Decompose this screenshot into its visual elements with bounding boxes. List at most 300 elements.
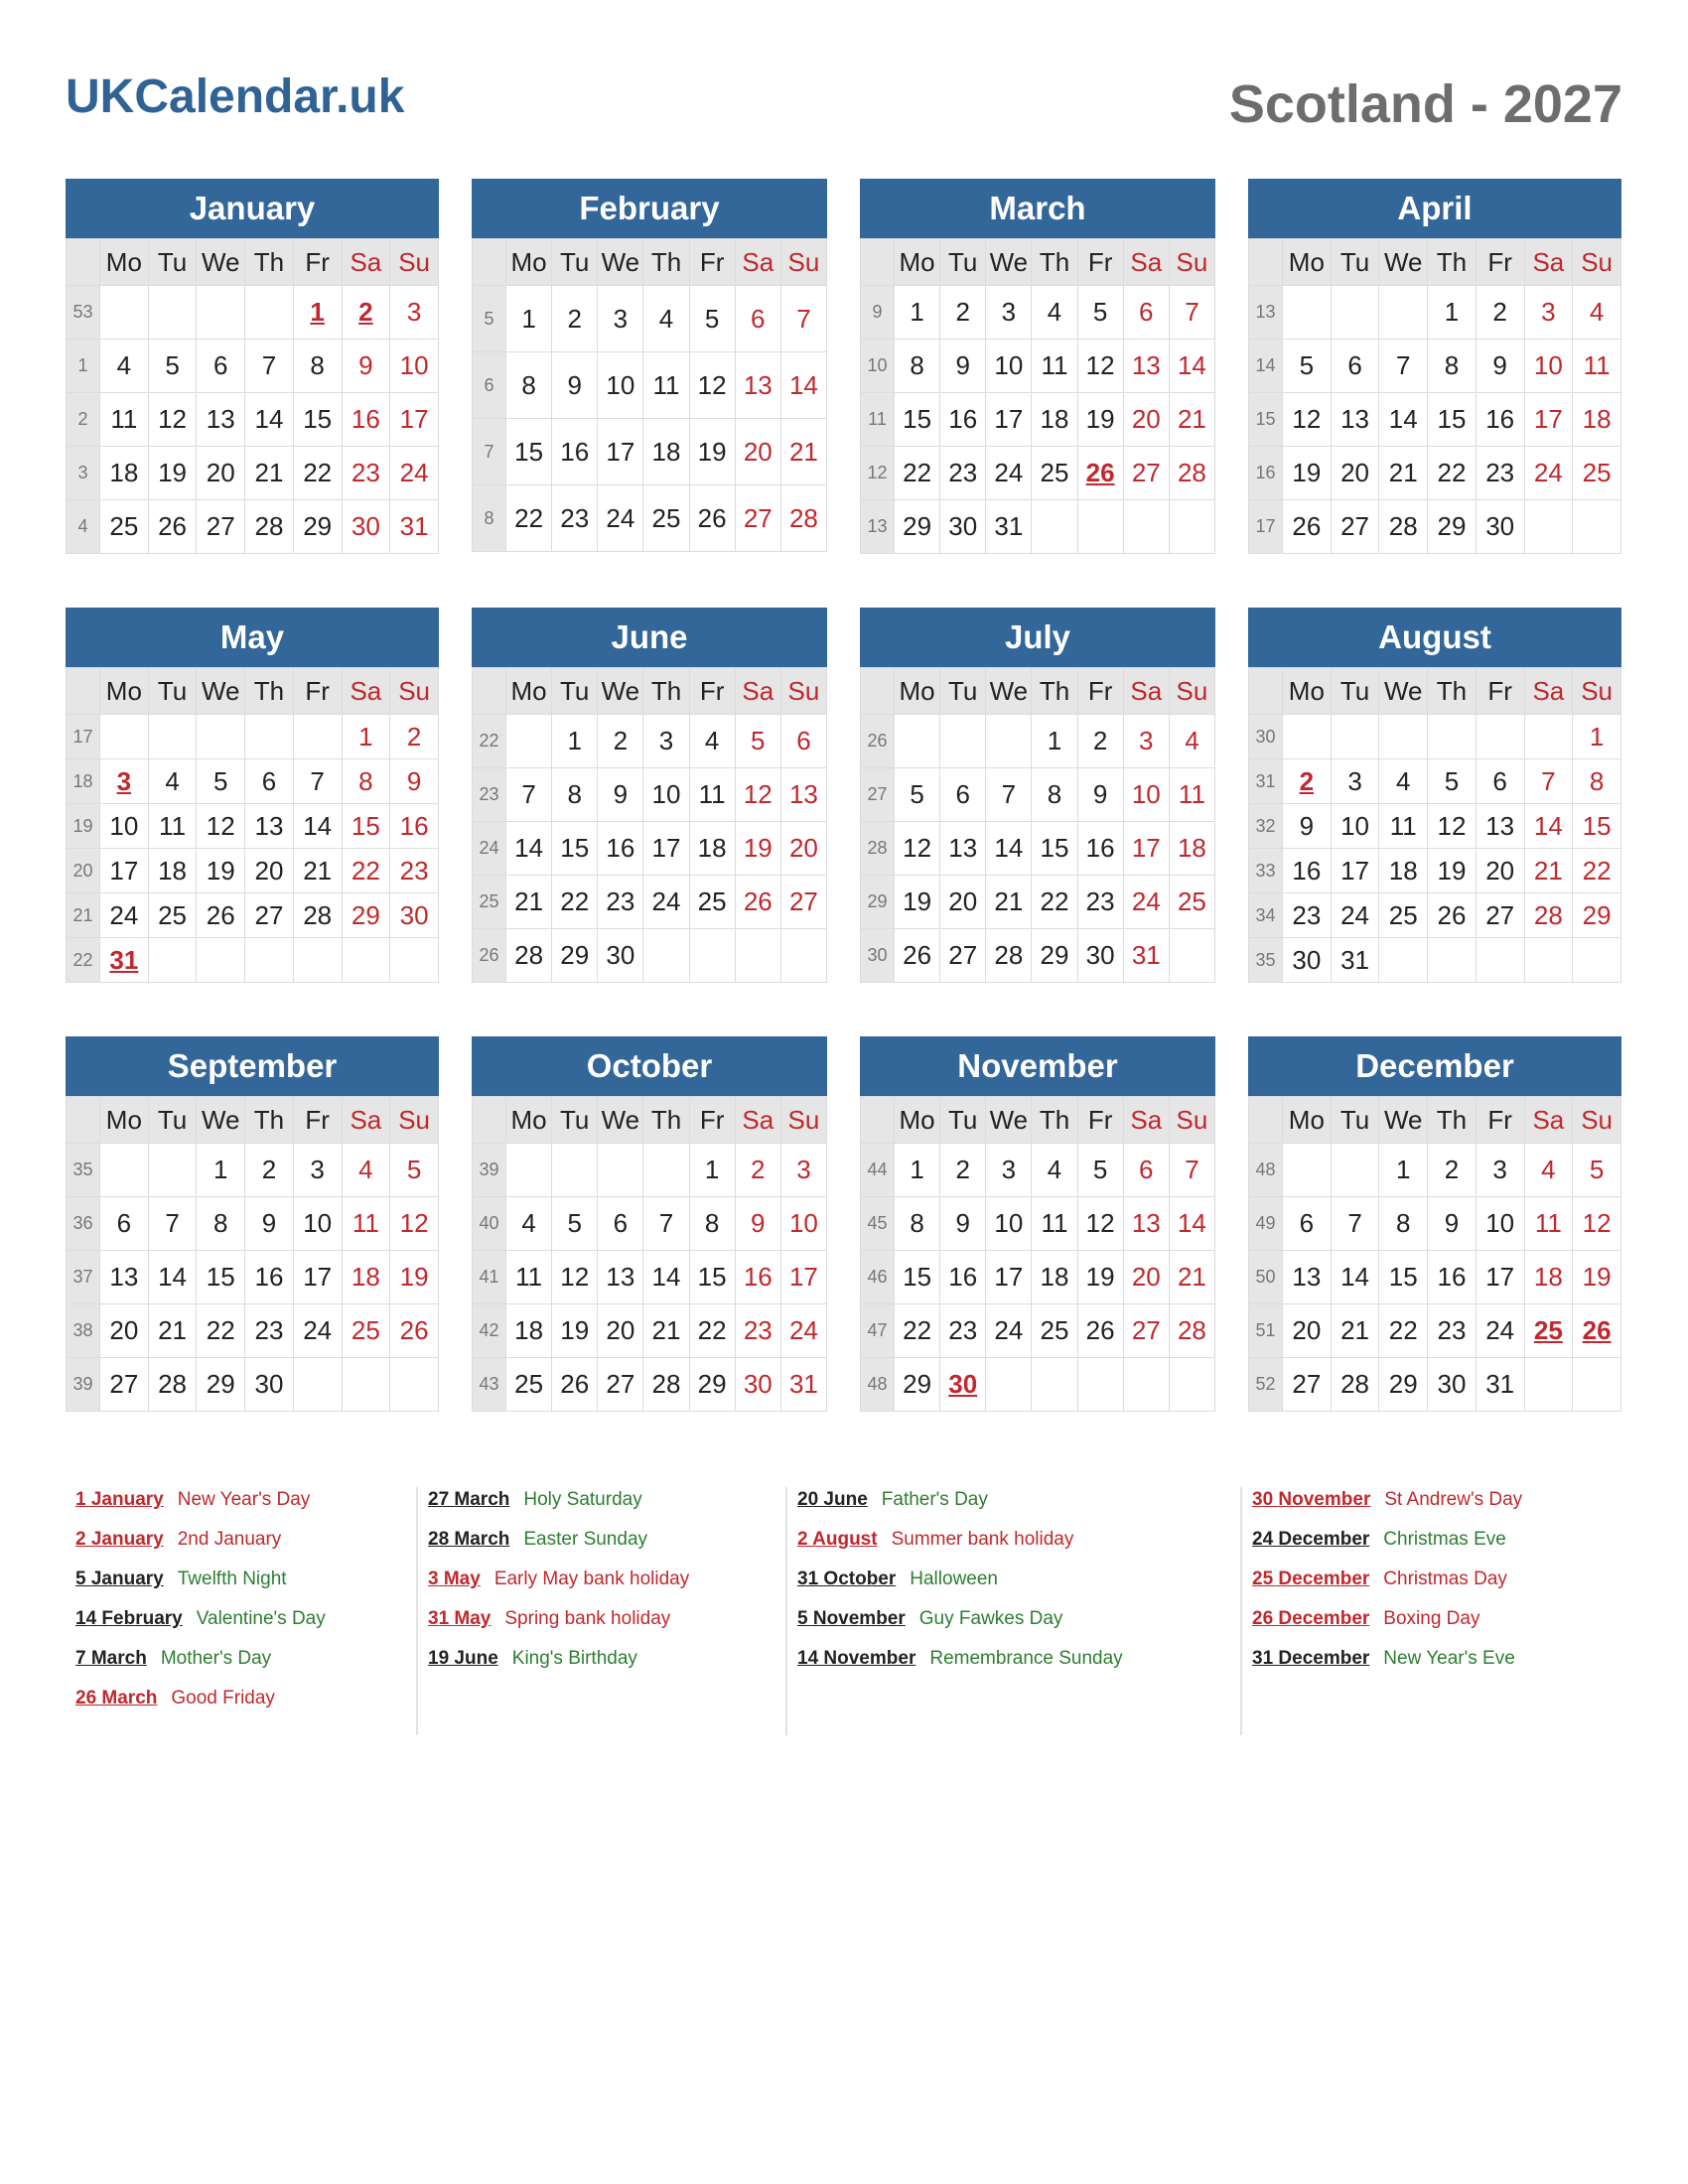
day-cell[interactable]: 16 <box>735 1251 780 1304</box>
day-cell[interactable]: 24 <box>1524 447 1573 500</box>
day-cell[interactable]: 30 <box>735 1358 780 1412</box>
day-cell[interactable]: 11 <box>1379 804 1428 849</box>
day-cell[interactable]: 27 <box>197 500 245 554</box>
day-cell[interactable]: 10 <box>986 340 1032 393</box>
day-cell[interactable]: 20 <box>780 822 826 876</box>
legend-date-link[interactable]: 5 January <box>75 1569 164 1589</box>
day-cell[interactable]: 20 <box>1476 849 1524 893</box>
day-cell[interactable]: 9 <box>1476 340 1524 393</box>
day-cell[interactable]: 8 <box>1428 340 1477 393</box>
holiday-day-cell[interactable]: 3 <box>100 759 149 804</box>
day-cell[interactable]: 31 <box>1331 938 1379 983</box>
legend-date-link[interactable]: 26 December <box>1252 1608 1370 1629</box>
day-cell[interactable]: 27 <box>1331 500 1379 554</box>
day-cell[interactable]: 1 <box>1379 1144 1428 1197</box>
day-cell[interactable]: 7 <box>1379 340 1428 393</box>
holiday-day-cell[interactable]: 25 <box>1524 1304 1573 1358</box>
day-cell[interactable]: 3 <box>1123 715 1169 768</box>
day-cell[interactable]: 16 <box>940 1251 986 1304</box>
holiday-day-cell[interactable]: 2 <box>342 286 390 340</box>
day-cell[interactable]: 17 <box>1524 393 1573 447</box>
day-cell[interactable]: 7 <box>245 340 294 393</box>
day-cell[interactable]: 25 <box>1032 447 1077 500</box>
day-cell[interactable]: 11 <box>643 352 689 419</box>
day-cell[interactable]: 2 <box>1428 1144 1477 1197</box>
day-cell[interactable]: 24 <box>986 1304 1032 1358</box>
day-cell[interactable]: 28 <box>506 929 552 983</box>
day-cell[interactable]: 26 <box>197 893 245 938</box>
day-cell[interactable]: 23 <box>245 1304 294 1358</box>
day-cell[interactable]: 17 <box>1476 1251 1524 1304</box>
day-cell[interactable]: 18 <box>1032 393 1077 447</box>
day-cell[interactable]: 14 <box>293 804 342 849</box>
day-cell[interactable]: 13 <box>1123 1197 1169 1251</box>
day-cell[interactable]: 30 <box>245 1358 294 1412</box>
day-cell[interactable]: 2 <box>940 286 986 340</box>
day-cell[interactable]: 25 <box>1169 876 1214 929</box>
day-cell[interactable]: 3 <box>1476 1144 1524 1197</box>
day-cell[interactable]: 5 <box>1283 340 1332 393</box>
day-cell[interactable]: 14 <box>986 822 1032 876</box>
day-cell[interactable]: 21 <box>506 876 552 929</box>
day-cell[interactable]: 19 <box>148 447 197 500</box>
day-cell[interactable]: 21 <box>1169 1251 1214 1304</box>
day-cell[interactable]: 14 <box>1524 804 1573 849</box>
day-cell[interactable]: 4 <box>643 286 689 352</box>
day-cell[interactable]: 16 <box>598 822 643 876</box>
day-cell[interactable]: 13 <box>1476 804 1524 849</box>
day-cell[interactable]: 24 <box>1331 893 1379 938</box>
day-cell[interactable]: 2 <box>598 715 643 768</box>
day-cell[interactable]: 11 <box>1032 1197 1077 1251</box>
day-cell[interactable]: 30 <box>1283 938 1332 983</box>
legend-date-link[interactable]: 2 January <box>75 1529 164 1550</box>
day-cell[interactable]: 14 <box>1169 340 1214 393</box>
day-cell[interactable]: 19 <box>735 822 780 876</box>
day-cell[interactable]: 27 <box>1476 893 1524 938</box>
day-cell[interactable]: 5 <box>895 768 940 822</box>
day-cell[interactable]: 16 <box>940 393 986 447</box>
holiday-day-cell[interactable]: 1 <box>293 286 342 340</box>
day-cell[interactable]: 11 <box>1524 1197 1573 1251</box>
day-cell[interactable]: 29 <box>689 1358 735 1412</box>
holiday-day-cell[interactable]: 30 <box>940 1358 986 1412</box>
day-cell[interactable]: 26 <box>895 929 940 983</box>
day-cell[interactable]: 12 <box>895 822 940 876</box>
day-cell[interactable]: 16 <box>1283 849 1332 893</box>
day-cell[interactable]: 7 <box>506 768 552 822</box>
holiday-day-cell[interactable]: 2 <box>1283 759 1332 804</box>
day-cell[interactable]: 8 <box>895 1197 940 1251</box>
day-cell[interactable]: 6 <box>735 286 780 352</box>
day-cell[interactable]: 24 <box>643 876 689 929</box>
day-cell[interactable]: 27 <box>1283 1358 1332 1412</box>
day-cell[interactable]: 9 <box>598 768 643 822</box>
day-cell[interactable]: 8 <box>1032 768 1077 822</box>
day-cell[interactable]: 1 <box>1428 286 1477 340</box>
day-cell[interactable]: 13 <box>598 1251 643 1304</box>
day-cell[interactable]: 5 <box>1573 1144 1621 1197</box>
day-cell[interactable]: 31 <box>780 1358 826 1412</box>
day-cell[interactable]: 25 <box>100 500 149 554</box>
day-cell[interactable]: 9 <box>390 759 439 804</box>
day-cell[interactable]: 20 <box>940 876 986 929</box>
day-cell[interactable]: 4 <box>506 1197 552 1251</box>
legend-date-link[interactable]: 19 June <box>428 1648 498 1669</box>
day-cell[interactable]: 4 <box>1573 286 1621 340</box>
day-cell[interactable]: 11 <box>1169 768 1214 822</box>
day-cell[interactable]: 30 <box>1428 1358 1477 1412</box>
day-cell[interactable]: 3 <box>986 1144 1032 1197</box>
day-cell[interactable]: 20 <box>1331 447 1379 500</box>
day-cell[interactable]: 25 <box>689 876 735 929</box>
day-cell[interactable]: 21 <box>986 876 1032 929</box>
day-cell[interactable]: 27 <box>940 929 986 983</box>
day-cell[interactable]: 29 <box>197 1358 245 1412</box>
day-cell[interactable]: 12 <box>1077 340 1123 393</box>
day-cell[interactable]: 22 <box>1379 1304 1428 1358</box>
day-cell[interactable]: 11 <box>506 1251 552 1304</box>
day-cell[interactable]: 23 <box>735 1304 780 1358</box>
day-cell[interactable]: 6 <box>197 340 245 393</box>
day-cell[interactable]: 13 <box>245 804 294 849</box>
day-cell[interactable]: 17 <box>100 849 149 893</box>
day-cell[interactable]: 26 <box>1077 1304 1123 1358</box>
day-cell[interactable]: 5 <box>689 286 735 352</box>
day-cell[interactable]: 3 <box>643 715 689 768</box>
day-cell[interactable]: 15 <box>293 393 342 447</box>
day-cell[interactable]: 23 <box>1476 447 1524 500</box>
day-cell[interactable]: 25 <box>342 1304 390 1358</box>
day-cell[interactable]: 17 <box>598 419 643 485</box>
legend-date-link[interactable]: 25 December <box>1252 1569 1370 1589</box>
day-cell[interactable]: 1 <box>895 286 940 340</box>
day-cell[interactable]: 19 <box>197 849 245 893</box>
day-cell[interactable]: 21 <box>1169 393 1214 447</box>
day-cell[interactable]: 4 <box>1524 1144 1573 1197</box>
legend-date-link[interactable]: 1 January <box>75 1489 164 1510</box>
day-cell[interactable]: 12 <box>1573 1197 1621 1251</box>
day-cell[interactable]: 30 <box>1077 929 1123 983</box>
day-cell[interactable]: 12 <box>1283 393 1332 447</box>
day-cell[interactable]: 26 <box>735 876 780 929</box>
day-cell[interactable]: 24 <box>1123 876 1169 929</box>
day-cell[interactable]: 3 <box>1331 759 1379 804</box>
day-cell[interactable]: 30 <box>598 929 643 983</box>
day-cell[interactable]: 6 <box>1331 340 1379 393</box>
day-cell[interactable]: 29 <box>342 893 390 938</box>
day-cell[interactable]: 7 <box>986 768 1032 822</box>
day-cell[interactable]: 16 <box>1077 822 1123 876</box>
day-cell[interactable]: 29 <box>552 929 598 983</box>
day-cell[interactable]: 10 <box>390 340 439 393</box>
day-cell[interactable]: 28 <box>1331 1358 1379 1412</box>
day-cell[interactable]: 2 <box>1476 286 1524 340</box>
day-cell[interactable]: 4 <box>100 340 149 393</box>
day-cell[interactable]: 26 <box>390 1304 439 1358</box>
day-cell[interactable]: 21 <box>1524 849 1573 893</box>
day-cell[interactable]: 19 <box>895 876 940 929</box>
day-cell[interactable]: 18 <box>1169 822 1214 876</box>
day-cell[interactable]: 14 <box>245 393 294 447</box>
day-cell[interactable]: 2 <box>1077 715 1123 768</box>
day-cell[interactable]: 29 <box>1428 500 1477 554</box>
day-cell[interactable]: 13 <box>1331 393 1379 447</box>
day-cell[interactable]: 7 <box>1169 286 1214 340</box>
day-cell[interactable]: 9 <box>342 340 390 393</box>
day-cell[interactable]: 28 <box>986 929 1032 983</box>
day-cell[interactable]: 25 <box>506 1358 552 1412</box>
day-cell[interactable]: 15 <box>689 1251 735 1304</box>
day-cell[interactable]: 8 <box>1573 759 1621 804</box>
day-cell[interactable]: 5 <box>1077 286 1123 340</box>
day-cell[interactable]: 23 <box>342 447 390 500</box>
day-cell[interactable]: 12 <box>735 768 780 822</box>
day-cell[interactable]: 10 <box>986 1197 1032 1251</box>
day-cell[interactable]: 8 <box>342 759 390 804</box>
day-cell[interactable]: 4 <box>1379 759 1428 804</box>
site-title[interactable]: UKCalendar.uk <box>66 70 405 123</box>
day-cell[interactable]: 13 <box>940 822 986 876</box>
day-cell[interactable]: 18 <box>506 1304 552 1358</box>
day-cell[interactable]: 10 <box>643 768 689 822</box>
day-cell[interactable]: 24 <box>390 447 439 500</box>
day-cell[interactable]: 18 <box>1032 1251 1077 1304</box>
day-cell[interactable]: 2 <box>735 1144 780 1197</box>
day-cell[interactable]: 3 <box>598 286 643 352</box>
day-cell[interactable]: 21 <box>1331 1304 1379 1358</box>
day-cell[interactable]: 9 <box>245 1197 294 1251</box>
day-cell[interactable]: 4 <box>1032 1144 1077 1197</box>
day-cell[interactable]: 18 <box>643 419 689 485</box>
day-cell[interactable]: 5 <box>148 340 197 393</box>
legend-date-link[interactable]: 28 March <box>428 1529 510 1550</box>
holiday-day-cell[interactable]: 31 <box>100 938 149 983</box>
day-cell[interactable]: 11 <box>148 804 197 849</box>
day-cell[interactable]: 6 <box>1476 759 1524 804</box>
legend-date-link[interactable]: 26 March <box>75 1688 158 1708</box>
day-cell[interactable]: 7 <box>1331 1197 1379 1251</box>
day-cell[interactable]: 21 <box>293 849 342 893</box>
day-cell[interactable]: 15 <box>1428 393 1477 447</box>
day-cell[interactable]: 29 <box>293 500 342 554</box>
day-cell[interactable]: 10 <box>293 1197 342 1251</box>
day-cell[interactable]: 7 <box>293 759 342 804</box>
day-cell[interactable]: 15 <box>552 822 598 876</box>
day-cell[interactable]: 12 <box>148 393 197 447</box>
day-cell[interactable]: 6 <box>1283 1197 1332 1251</box>
day-cell[interactable]: 7 <box>148 1197 197 1251</box>
day-cell[interactable]: 4 <box>148 759 197 804</box>
day-cell[interactable]: 3 <box>293 1144 342 1197</box>
day-cell[interactable]: 23 <box>940 1304 986 1358</box>
day-cell[interactable]: 3 <box>780 1144 826 1197</box>
day-cell[interactable]: 9 <box>735 1197 780 1251</box>
day-cell[interactable]: 5 <box>552 1197 598 1251</box>
day-cell[interactable]: 17 <box>643 822 689 876</box>
day-cell[interactable]: 12 <box>390 1197 439 1251</box>
day-cell[interactable]: 20 <box>598 1304 643 1358</box>
day-cell[interactable]: 29 <box>1379 1358 1428 1412</box>
day-cell[interactable]: 8 <box>1379 1197 1428 1251</box>
day-cell[interactable]: 15 <box>342 804 390 849</box>
day-cell[interactable]: 17 <box>1123 822 1169 876</box>
legend-date-link[interactable]: 20 June <box>797 1489 868 1510</box>
day-cell[interactable]: 27 <box>598 1358 643 1412</box>
day-cell[interactable]: 22 <box>197 1304 245 1358</box>
day-cell[interactable]: 16 <box>552 419 598 485</box>
day-cell[interactable]: 11 <box>689 768 735 822</box>
day-cell[interactable]: 11 <box>342 1197 390 1251</box>
legend-date-link[interactable]: 24 December <box>1252 1529 1370 1550</box>
day-cell[interactable]: 28 <box>148 1358 197 1412</box>
day-cell[interactable]: 4 <box>1032 286 1077 340</box>
day-cell[interactable]: 24 <box>293 1304 342 1358</box>
day-cell[interactable]: 8 <box>293 340 342 393</box>
day-cell[interactable]: 30 <box>940 500 986 554</box>
day-cell[interactable]: 18 <box>148 849 197 893</box>
day-cell[interactable]: 17 <box>390 393 439 447</box>
day-cell[interactable]: 21 <box>148 1304 197 1358</box>
day-cell[interactable]: 24 <box>986 447 1032 500</box>
day-cell[interactable]: 16 <box>1476 393 1524 447</box>
legend-date-link[interactable]: 14 February <box>75 1608 183 1629</box>
day-cell[interactable]: 4 <box>1169 715 1214 768</box>
day-cell[interactable]: 14 <box>643 1251 689 1304</box>
day-cell[interactable]: 5 <box>1077 1144 1123 1197</box>
day-cell[interactable]: 28 <box>1524 893 1573 938</box>
day-cell[interactable]: 31 <box>1123 929 1169 983</box>
day-cell[interactable]: 4 <box>342 1144 390 1197</box>
day-cell[interactable]: 1 <box>895 1144 940 1197</box>
day-cell[interactable]: 17 <box>986 1251 1032 1304</box>
day-cell[interactable]: 24 <box>100 893 149 938</box>
day-cell[interactable]: 10 <box>100 804 149 849</box>
day-cell[interactable]: 23 <box>552 485 598 552</box>
day-cell[interactable]: 6 <box>100 1197 149 1251</box>
day-cell[interactable]: 8 <box>552 768 598 822</box>
legend-date-link[interactable]: 5 November <box>797 1608 906 1629</box>
day-cell[interactable]: 2 <box>245 1144 294 1197</box>
day-cell[interactable]: 16 <box>1428 1251 1477 1304</box>
day-cell[interactable]: 10 <box>1524 340 1573 393</box>
day-cell[interactable]: 4 <box>689 715 735 768</box>
day-cell[interactable]: 23 <box>390 849 439 893</box>
day-cell[interactable]: 22 <box>1428 447 1477 500</box>
day-cell[interactable]: 23 <box>1428 1304 1477 1358</box>
day-cell[interactable]: 19 <box>390 1251 439 1304</box>
day-cell[interactable]: 18 <box>1573 393 1621 447</box>
day-cell[interactable]: 22 <box>689 1304 735 1358</box>
legend-date-link[interactable]: 2 August <box>797 1529 878 1550</box>
day-cell[interactable]: 26 <box>689 485 735 552</box>
day-cell[interactable]: 30 <box>342 500 390 554</box>
day-cell[interactable]: 8 <box>506 352 552 419</box>
day-cell[interactable]: 19 <box>689 419 735 485</box>
day-cell[interactable]: 6 <box>780 715 826 768</box>
day-cell[interactable]: 19 <box>1077 1251 1123 1304</box>
day-cell[interactable]: 10 <box>780 1197 826 1251</box>
day-cell[interactable]: 28 <box>643 1358 689 1412</box>
day-cell[interactable]: 11 <box>1573 340 1621 393</box>
day-cell[interactable]: 5 <box>735 715 780 768</box>
day-cell[interactable]: 25 <box>1573 447 1621 500</box>
day-cell[interactable]: 13 <box>780 768 826 822</box>
day-cell[interactable]: 18 <box>1379 849 1428 893</box>
day-cell[interactable]: 24 <box>780 1304 826 1358</box>
day-cell[interactable]: 15 <box>895 393 940 447</box>
day-cell[interactable]: 16 <box>342 393 390 447</box>
day-cell[interactable]: 14 <box>1169 1197 1214 1251</box>
day-cell[interactable]: 14 <box>148 1251 197 1304</box>
day-cell[interactable]: 9 <box>552 352 598 419</box>
day-cell[interactable]: 21 <box>643 1304 689 1358</box>
day-cell[interactable]: 14 <box>1331 1251 1379 1304</box>
legend-date-link[interactable]: 31 May <box>428 1608 492 1629</box>
day-cell[interactable]: 2 <box>552 286 598 352</box>
legend-date-link[interactable]: 31 December <box>1252 1648 1370 1669</box>
day-cell[interactable]: 5 <box>1428 759 1477 804</box>
day-cell[interactable]: 7 <box>780 286 826 352</box>
day-cell[interactable]: 21 <box>1379 447 1428 500</box>
day-cell[interactable]: 29 <box>1573 893 1621 938</box>
day-cell[interactable]: 9 <box>1283 804 1332 849</box>
day-cell[interactable]: 8 <box>895 340 940 393</box>
day-cell[interactable]: 28 <box>1379 500 1428 554</box>
day-cell[interactable]: 26 <box>552 1358 598 1412</box>
day-cell[interactable]: 28 <box>293 893 342 938</box>
day-cell[interactable]: 20 <box>1123 393 1169 447</box>
day-cell[interactable]: 20 <box>197 447 245 500</box>
day-cell[interactable]: 15 <box>197 1251 245 1304</box>
day-cell[interactable]: 1 <box>1573 715 1621 759</box>
day-cell[interactable]: 5 <box>197 759 245 804</box>
day-cell[interactable]: 11 <box>1032 340 1077 393</box>
day-cell[interactable]: 20 <box>1283 1304 1332 1358</box>
day-cell[interactable]: 30 <box>1476 500 1524 554</box>
legend-date-link[interactable]: 30 November <box>1252 1489 1371 1510</box>
day-cell[interactable]: 23 <box>940 447 986 500</box>
day-cell[interactable]: 31 <box>986 500 1032 554</box>
day-cell[interactable]: 1 <box>197 1144 245 1197</box>
day-cell[interactable]: 8 <box>197 1197 245 1251</box>
day-cell[interactable]: 23 <box>1283 893 1332 938</box>
day-cell[interactable]: 22 <box>552 876 598 929</box>
day-cell[interactable]: 12 <box>552 1251 598 1304</box>
day-cell[interactable]: 27 <box>735 485 780 552</box>
day-cell[interactable]: 9 <box>1428 1197 1477 1251</box>
day-cell[interactable]: 26 <box>1428 893 1477 938</box>
day-cell[interactable]: 28 <box>1169 1304 1214 1358</box>
day-cell[interactable]: 25 <box>148 893 197 938</box>
day-cell[interactable]: 29 <box>895 500 940 554</box>
day-cell[interactable]: 29 <box>1032 929 1077 983</box>
day-cell[interactable]: 10 <box>598 352 643 419</box>
day-cell[interactable]: 27 <box>1123 1304 1169 1358</box>
day-cell[interactable]: 22 <box>895 447 940 500</box>
day-cell[interactable]: 13 <box>100 1251 149 1304</box>
day-cell[interactable]: 13 <box>1123 340 1169 393</box>
day-cell[interactable]: 7 <box>1169 1144 1214 1197</box>
day-cell[interactable]: 22 <box>506 485 552 552</box>
day-cell[interactable]: 20 <box>1123 1251 1169 1304</box>
day-cell[interactable]: 25 <box>643 485 689 552</box>
day-cell[interactable]: 17 <box>986 393 1032 447</box>
day-cell[interactable]: 6 <box>598 1197 643 1251</box>
day-cell[interactable]: 14 <box>506 822 552 876</box>
day-cell[interactable]: 20 <box>100 1304 149 1358</box>
day-cell[interactable]: 26 <box>1283 500 1332 554</box>
